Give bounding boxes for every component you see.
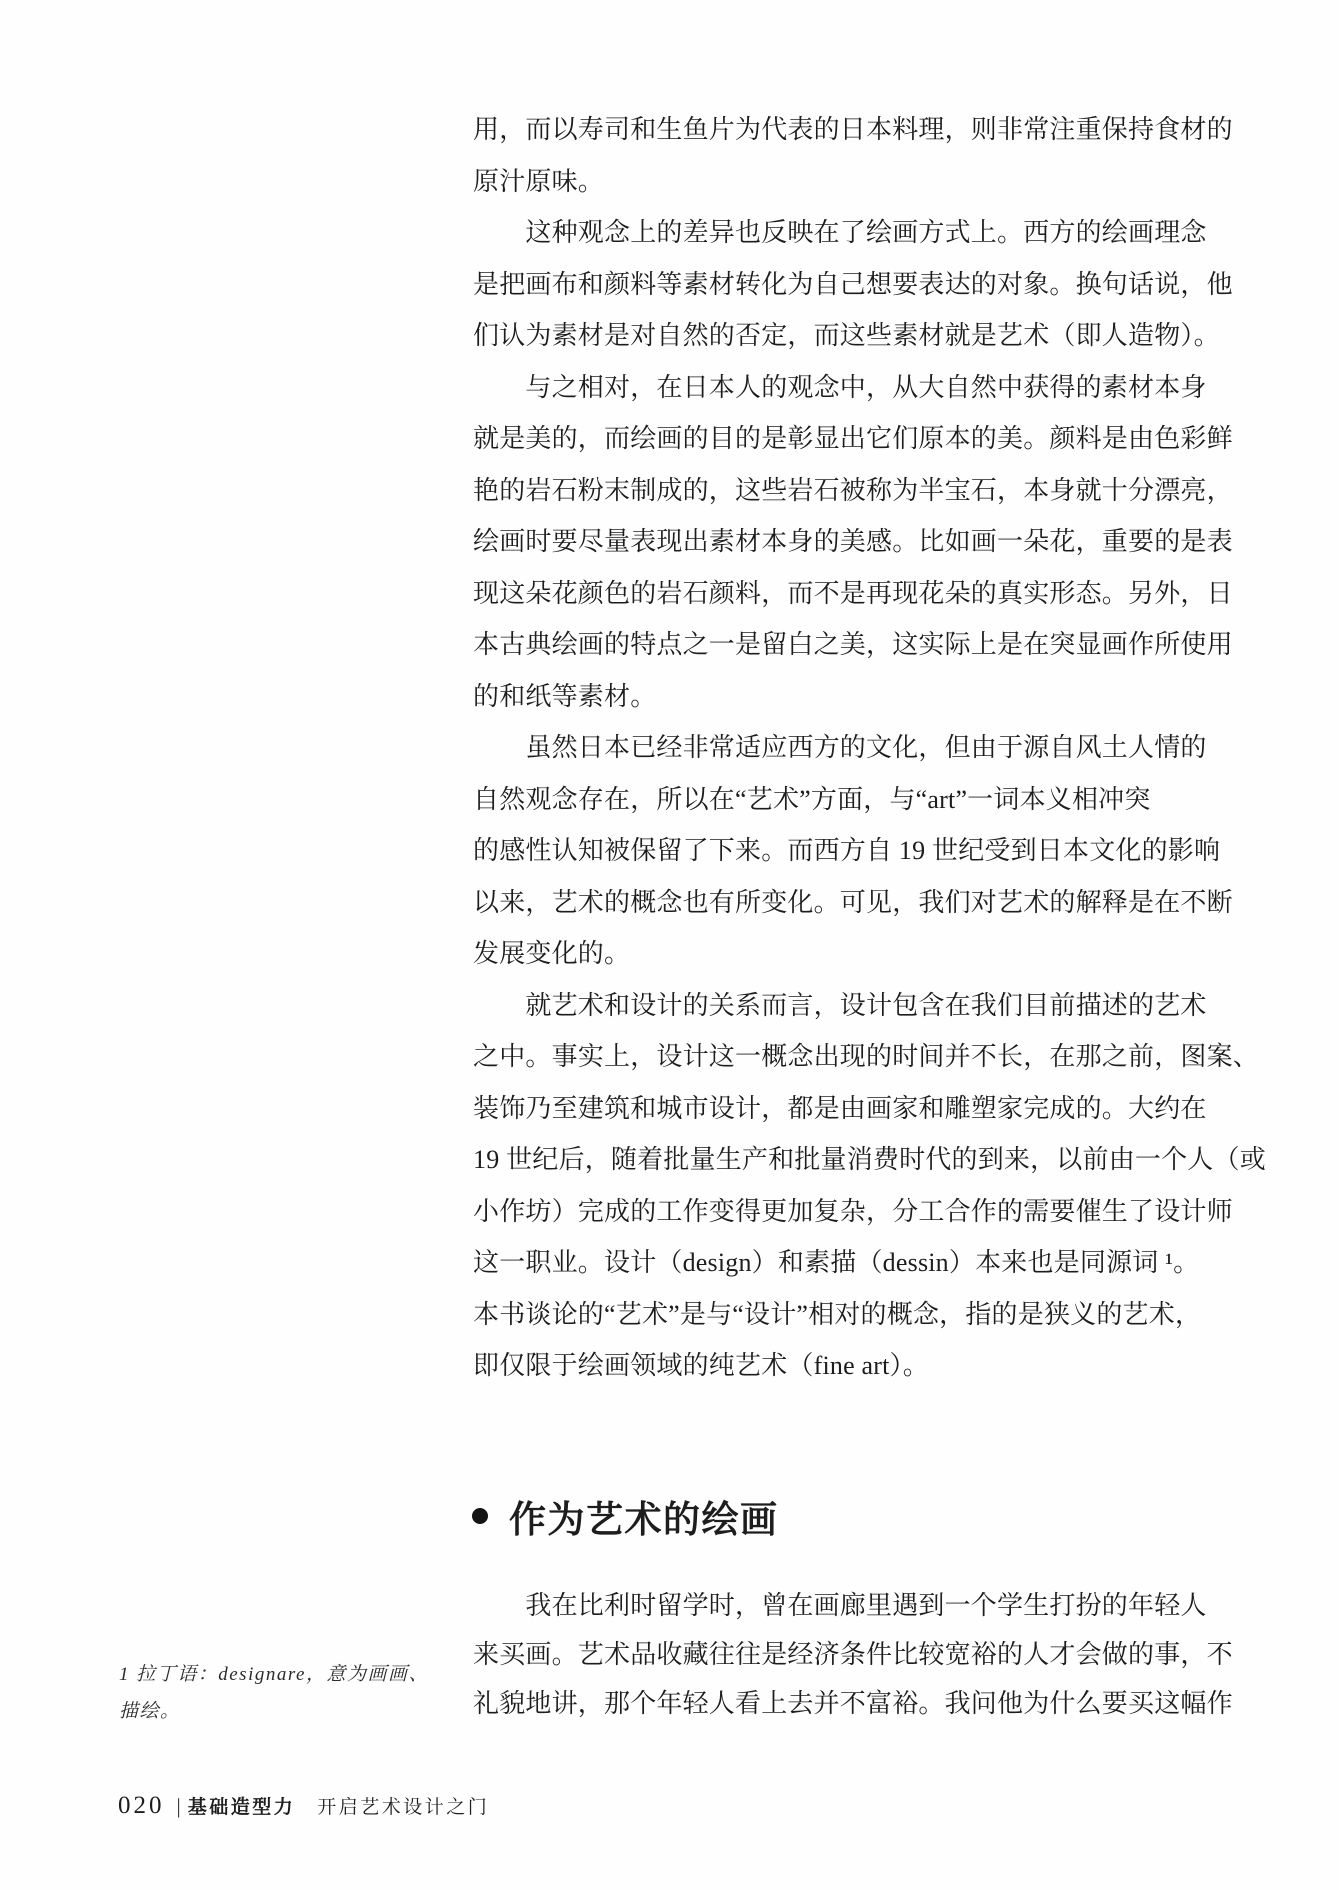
text-line: 虽然日本已经非常适应西方的文化，但由于源自风土人情的 [473,733,1207,762]
section-title: 作为艺术的绘画 [509,1500,779,1541]
text-line: 绘画时要尽量表现出素材本身的美感。比如画一朵花，重要的是表 [473,527,1233,556]
text-line: 原汁原味。 [473,166,605,196]
main-text-column [473,104,1266,1392]
text-line: 这种观念上的差异也反映在了绘画方式上。西方的绘画理念 [473,218,1207,247]
page-footer [118,1792,489,1820]
footer-separator: | [176,1794,181,1818]
text-line: 装饰乃至建筑和城市设计，都是由画家和雕塑家完成的。大约在 [473,1093,1207,1123]
footnote-line: 1 拉丁语：designare，意为画画、 [119,1664,429,1685]
text-line: 们认为素材是对自然的否定，而这些素材就是艺术（即人造物）。 [473,321,1220,350]
text-line: 与之相对，在日本人的观念中，从大自然中获得的素材本身 [473,372,1207,402]
text-line: 艳的岩石粉末制成的，这些岩石被称为半宝石，本身就十分漂亮， [473,475,1233,505]
text-line: 来买画。艺术品收藏往往是经济条件比较宽裕的人才会做的事，不 [473,1640,1233,1669]
footer-chapter-title: 开启艺术设计之门 [317,1797,490,1818]
footnote [119,1656,429,1730]
text-line: 小作坊）完成的工作变得更加复杂，分工合作的需要催生了设计师 [473,1196,1233,1226]
text-line: 就艺术和设计的关系而言，设计包含在我们目前描述的艺术 [473,990,1207,1020]
text-line: 本古典绘画的特点之一是留白之美，这实际上是在突显画作所使用 [473,630,1233,659]
footer-book-title: 基础造型力 [187,1797,296,1818]
text-line: 我在比利时留学时，曾在画廊里遇到一个学生打扮的年轻人 [473,1591,1207,1620]
text-line: 的和纸等素材。 [473,681,657,711]
bullet-icon [472,1508,488,1524]
footnote-line: 描绘。 [119,1701,181,1722]
text-line: 之中。事实上，设计这一概念出现的时间并不长，在那之前，图案、 [473,1042,1260,1071]
text-line: 本书谈论的“艺术”是与“设计”相对的概念，指的是狭义的艺术， [473,1299,1202,1329]
text-line: 用，而以寿司和生鱼片为代表的日本料理，则非常注重保持食材的 [473,115,1233,144]
text-line: 是把画布和颜料等素材转化为自己想要表达的对象。换句话说，他 [473,269,1233,299]
text-line: 这一职业。设计（design）和素描（dessin）本来也是同源词 ¹。 [473,1248,1200,1277]
text-line: 即仅限于绘画领域的纯艺术（fine art）。 [473,1351,929,1380]
text-line: 19 世纪后，随着批量生产和批量消费时代的到来，以前由一个人（或 [473,1145,1266,1174]
text-line: 以来，艺术的概念也有所变化。可见，我们对艺术的解释是在不断 [473,887,1233,917]
text-line: 现这朵花颜色的岩石颜料，而不是再现花朵的真实形态。另外，日 [473,578,1233,608]
page-number: 020 [118,1792,165,1819]
section-heading [472,1489,779,1543]
text-line: 的感性认知被保留了下来。而西方自 19 世纪受到日本文化的影响 [473,836,1221,865]
text-line: 就是美的，而绘画的目的是彰显出它们原本的美。颜料是由色彩鲜 [473,424,1233,453]
text-line: 自然观念存在，所以在“艺术”方面，与“art”一词本义相冲突 [473,784,1151,814]
text-line: 发展变化的。 [473,939,631,968]
text-line: 礼貌地讲，那个年轻人看上去并不富裕。我问他为什么要买这幅作 [473,1689,1233,1718]
section-body-column [473,1581,1263,1728]
